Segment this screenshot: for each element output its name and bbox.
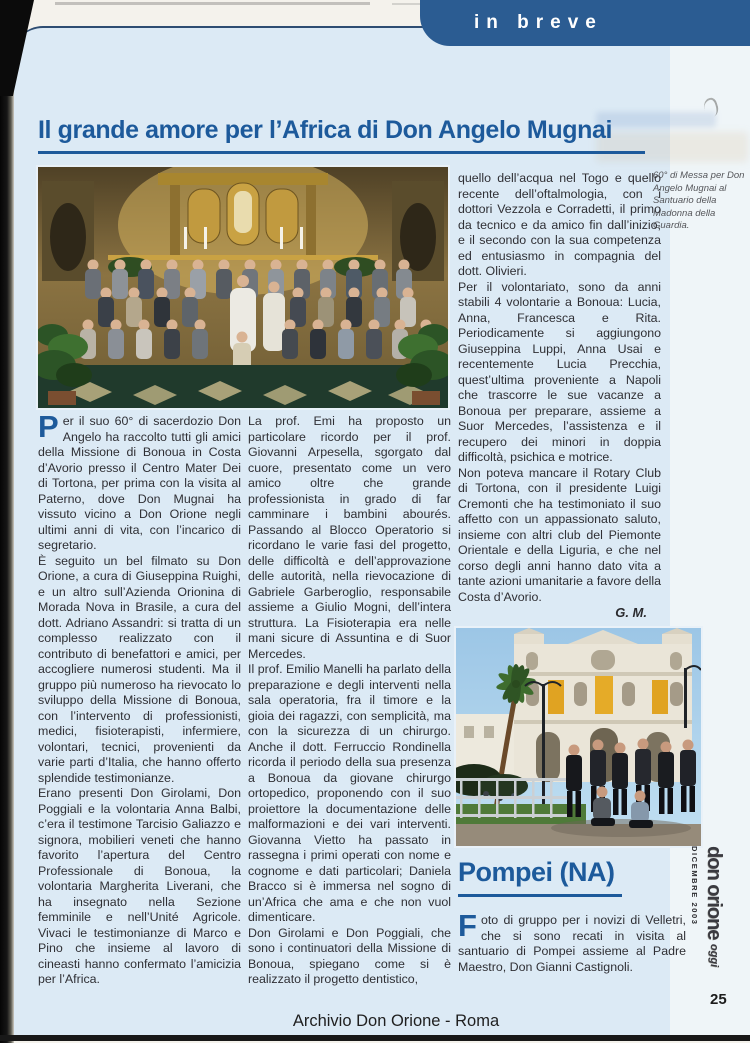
paragraph: Non poteva mancare il Rotary Club di Tortona, con il presidente Luigi Cremonti che ha testimoniato il suo affetto con un appassionato saluto, insieme con altri club del Piemonte Orientale e della Liguria, e che nel corso degli anni hanno dato vita a tante azioni umanitarie a favore della Costa d’Avorio. xyxy=(458,465,661,604)
paragraph: quello dell’acqua nel Togo e quello recente dell’oftalmologia, con i dottori Vezzola e Corradetti, il primo da tecnico e da amico fin dall’inizio, e il secondo con la sua competenza ed entusiasmo in compagnia del dott. Olivieri. xyxy=(458,171,661,278)
pompei-paragraph: Foto di gruppo per i novizi di Velletri, che si sono recati in visita al santuario di Pompei assieme al Padre Maestro, Don Gianni Castignoli. xyxy=(458,908,686,974)
magazine-logo: don orione oggi xyxy=(703,846,725,968)
paragraph: Erano presenti Don Girolami, Don Poggiali e la volontaria Anna Balbi, c’era il testimone Tarcisio Galiazzo e signora, mobilieri veneti che hanno favorito l’apertura del Centro Professionale di Bonoua, la volontaria Margherita Liverani, che ha insegnato nella Sezione femminile e nell’Unité Agricole. Vivaci le testimonianze di Marco e Pino che insieme al lavoro di cineasti hanno confermato l’amicizia per l’Africa. xyxy=(38,786,241,986)
paragraph: Per il suo 60° di sacerdozio Don Angelo ha raccolto tutti gli amici della Missione di Bonoua in Costa d’Avorio presso il Centro Mater Dei di Tortona, per prima con la visita al Paterno, dove Don Mugnai ha vissuto vicino a Don Orione negli ultimi anni di vita, con l’incarico di segretario. xyxy=(38,409,241,552)
magazine-spine xyxy=(690,846,725,967)
article-column-3 xyxy=(458,171,661,621)
scan-mark xyxy=(55,2,370,5)
paragraph: Il prof. Emilio Manelli ha parlato della preparazione e degli interventi nella sala operatoria, fra il timore e la gioia dei ragazzi, con semplicità, ma con la sicurezza di un chirurgo. Anche il dott. Ferruccio Rondinella ricorda il periodo della sua presenza a Bonoua da giovane chirurgo ortopedico, proponendo con il suo proiettore la documentazione delle malformazioni e dei vari interventi. Giovanna Vietto ha passato in rassegna i primi operati con nome e cognome e dati particolari; Daniela Bracco si è immersa nel sogno di un’Africa che ama e che non vuol dimenticare. xyxy=(248,662,451,924)
show-through-text xyxy=(596,112,716,127)
article-column-2 xyxy=(248,414,451,988)
photo-caption: 60° di Messa per Don Angelo Mugnai al Santuario della Madonna della Guardia. xyxy=(653,170,745,231)
drop-cap: F xyxy=(458,908,477,943)
pompei-title-underline xyxy=(458,894,622,897)
paragraph: Per il volontariato, sono da anni stabili 4 volontarie a Bonoua: Lucia, Anna, Francesca e Rita. Periodicamente si aggiungono Giuseppina Luppi, Anna Usai e recentemente Lucia Precchia, quest’ultima proveniente a Napoli che trascorre le sue vacanze a Bonoua per preparare, assieme a Suor Mercedes, l’assistenza e il recupero dei minori in doppia difficoltà, psichica e motrice. xyxy=(458,279,661,464)
author-initials: G. M. xyxy=(615,605,647,620)
article-title: Il grande amore per l’Africa di Don Angelo Mugnai xyxy=(38,116,612,144)
issue-date: DICEMBRE 2003 xyxy=(690,846,699,926)
paragraph: È seguito un bel filmato su Don Orione, a cura di Giuseppina Ruighi, e un altro sull’Azienda Orionina di Morada Nova in Brasile, a cura del dott. Adriano Assandri: si tratta di un complesso realizzato con il contributo di benefattori e amici, per accogliere numerosi studenti. Ma il gruppo più numeroso ha rievocato lo sviluppo della Missione di Bonoua, con l’intervento di professionisti, medici, fisioterapisti, infermiere, volontari, tecnici, provenienti da varie parti d’Italia, che hanno offerto splendide testimonianze. xyxy=(38,553,241,785)
archive-stamp: Archivio Don Orione - Roma xyxy=(292,1012,500,1030)
bottom-edge xyxy=(0,1035,750,1041)
pompei-group-photo xyxy=(456,628,701,846)
paragraph: Don Girolami e Don Poggiali, che sono i continuatori della Missione di Bonoua, spiegano come si è realizzato il progetto dentistico, xyxy=(248,925,451,986)
church-group-photo xyxy=(38,167,448,408)
show-through-text xyxy=(596,132,748,162)
magazine-logo-sub: oggi xyxy=(708,943,720,968)
pompei-section-title: Pompei (NA) xyxy=(458,857,615,887)
drop-cap: P xyxy=(38,409,59,444)
section-tab-label: in breve xyxy=(474,12,603,33)
section-tab xyxy=(420,0,750,46)
page-scan-edge xyxy=(0,0,14,1043)
article-column-1 xyxy=(38,409,241,988)
title-underline xyxy=(38,151,645,154)
paragraph: La prof. Emi ha proposto un particolare ricordo per il prof. Giovanni Arpesella, sgorgato dal cuore, presentato come un vero amico oltre che grande professionista in grado di far camminare i bambini abourés. Passando al Blocco Operatorio si ricordano le varie fasi del progetto, delle difficoltà e dell’approvazione delle autorità, nella rievocazione di Gabriele Garberoglio, responsabile assieme a Giulio Mogni, dell’intera struttura. La Fisioterapia era nelle mani sicure di Assuntina e di Suor Mercedes. xyxy=(248,414,451,661)
page-number: 25 xyxy=(710,991,727,1008)
